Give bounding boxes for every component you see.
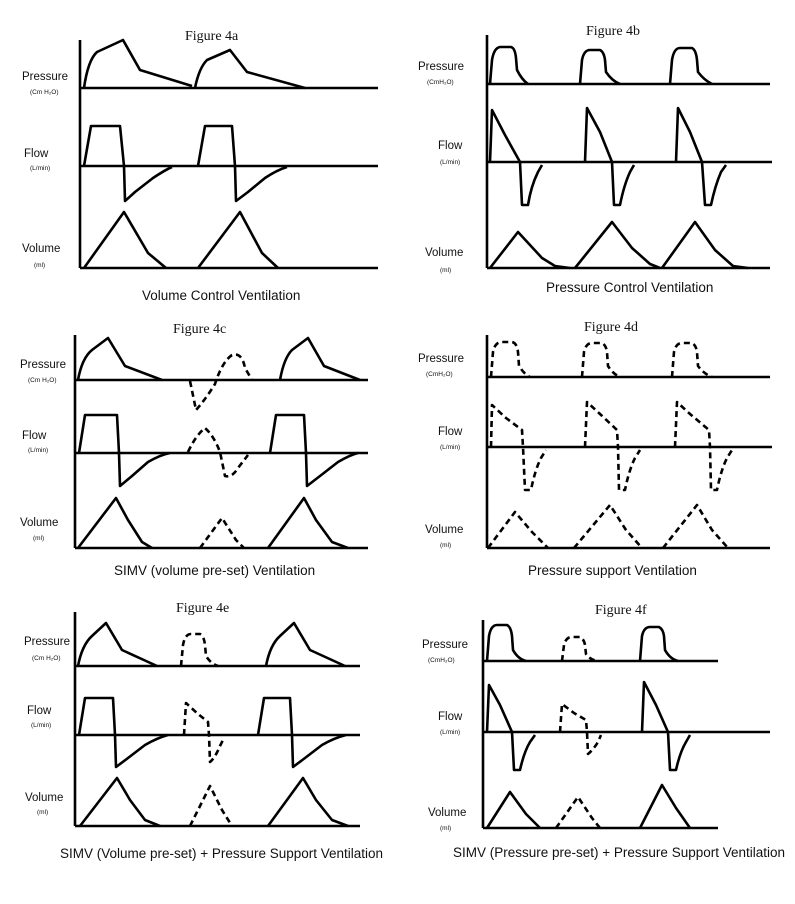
- row-unit-flow: (L/min): [440, 444, 461, 451]
- row-unit-pressure: (Cm H₂O): [30, 89, 59, 96]
- row-label-flow: Flow: [438, 711, 463, 723]
- figure-title: Figure 4a: [185, 29, 239, 44]
- row-unit-flow: (L/min): [440, 159, 461, 166]
- panel-figure-4b: [418, 24, 772, 295]
- panel-figure-4a: [22, 29, 378, 303]
- panel-caption: Pressure support Ventilation: [528, 563, 697, 578]
- flow-waveform: [490, 108, 726, 205]
- spontaneous-flow-waveform: [184, 703, 224, 762]
- row-unit-volume: (ml): [440, 267, 452, 274]
- row-unit-volume: (ml): [440, 825, 452, 832]
- row-unit-flow: (L/min): [440, 729, 461, 736]
- row-label-pressure: Pressure: [20, 359, 67, 371]
- row-label-volume: Volume: [22, 243, 61, 255]
- row-label-volume: Volume: [428, 807, 467, 819]
- figure-title: Figure 4f: [595, 603, 647, 618]
- row-label-volume: Volume: [425, 247, 464, 259]
- figure-title: Figure 4c: [173, 322, 227, 337]
- spontaneous-pressure-waveform: [190, 355, 252, 410]
- figure-title: Figure 4d: [584, 320, 639, 335]
- pressure-waveform: [84, 40, 305, 88]
- row-unit-flow: (L/min): [31, 722, 52, 729]
- figure-title: Figure 4e: [176, 601, 230, 616]
- row-unit-volume: (ml): [440, 542, 452, 549]
- row-label-volume: Volume: [20, 517, 59, 529]
- row-unit-pressure: (CmH₂O): [426, 371, 453, 378]
- volume-waveform: [78, 498, 348, 548]
- row-label-flow: Flow: [27, 705, 52, 717]
- pressure-waveform: [491, 342, 712, 377]
- pressure-waveform: [487, 625, 678, 661]
- row-label-flow: Flow: [22, 430, 47, 442]
- flow-waveform: [79, 415, 358, 486]
- volume-waveform: [487, 785, 690, 828]
- row-unit-volume: (ml): [33, 535, 45, 542]
- row-label-volume: Volume: [425, 524, 464, 536]
- spontaneous-pressure-waveform: [562, 637, 598, 661]
- panel-caption: SIMV (Pressure pre-set) + Pressure Support Ventilation: [453, 845, 786, 860]
- row-label-flow: Flow: [438, 426, 463, 438]
- panel-caption: Volume Control Ventilation: [142, 288, 301, 303]
- volume-waveform: [80, 778, 348, 826]
- panel-caption: Pressure Control Ventilation: [546, 280, 714, 295]
- pressure-waveform: [490, 47, 712, 84]
- row-label-flow: Flow: [24, 148, 49, 160]
- volume-waveform: [488, 505, 728, 548]
- flow-waveform: [487, 682, 690, 770]
- spontaneous-volume-waveform: [556, 797, 600, 828]
- panel-figure-4e: [24, 601, 383, 861]
- figure-title: Figure 4b: [586, 24, 641, 39]
- volume-waveform: [490, 222, 748, 268]
- spontaneous-pressure-waveform: [181, 634, 218, 666]
- row-unit-pressure: (Cm H₂O): [28, 377, 57, 384]
- row-label-flow: Flow: [438, 140, 463, 152]
- row-label-volume: Volume: [25, 792, 64, 804]
- panel-figure-4c: [20, 322, 368, 578]
- panel-figure-4d: [418, 320, 772, 578]
- row-unit-pressure: (Cm H₂O): [32, 655, 61, 662]
- volume-waveform: [84, 212, 278, 268]
- panel-caption: SIMV (volume pre-set) Ventilation: [114, 563, 316, 578]
- row-label-pressure: Pressure: [418, 61, 465, 73]
- row-unit-flow: (L/min): [28, 447, 49, 454]
- row-label-pressure: Pressure: [418, 353, 465, 365]
- flow-waveform: [79, 698, 346, 767]
- row-unit-flow: (L/min): [30, 165, 51, 172]
- flow-waveform: [84, 126, 287, 201]
- spontaneous-flow-waveform: [560, 704, 601, 754]
- row-unit-volume: (ml): [34, 262, 46, 269]
- row-label-pressure: Pressure: [22, 71, 69, 83]
- row-unit-pressure: (CmH₂O): [428, 657, 455, 664]
- row-label-pressure: Pressure: [422, 639, 469, 651]
- spontaneous-volume-waveform: [200, 518, 244, 548]
- row-label-pressure: Pressure: [24, 636, 71, 648]
- panel-figure-4f: [422, 603, 785, 860]
- pressure-waveform: [78, 623, 345, 666]
- row-unit-volume: (ml): [37, 809, 49, 816]
- row-unit-pressure: (CmH₂O): [427, 79, 454, 86]
- panel-caption: SIMV (Volume pre-set) + Pressure Support Ventilation: [60, 846, 384, 861]
- spontaneous-volume-waveform: [190, 786, 232, 826]
